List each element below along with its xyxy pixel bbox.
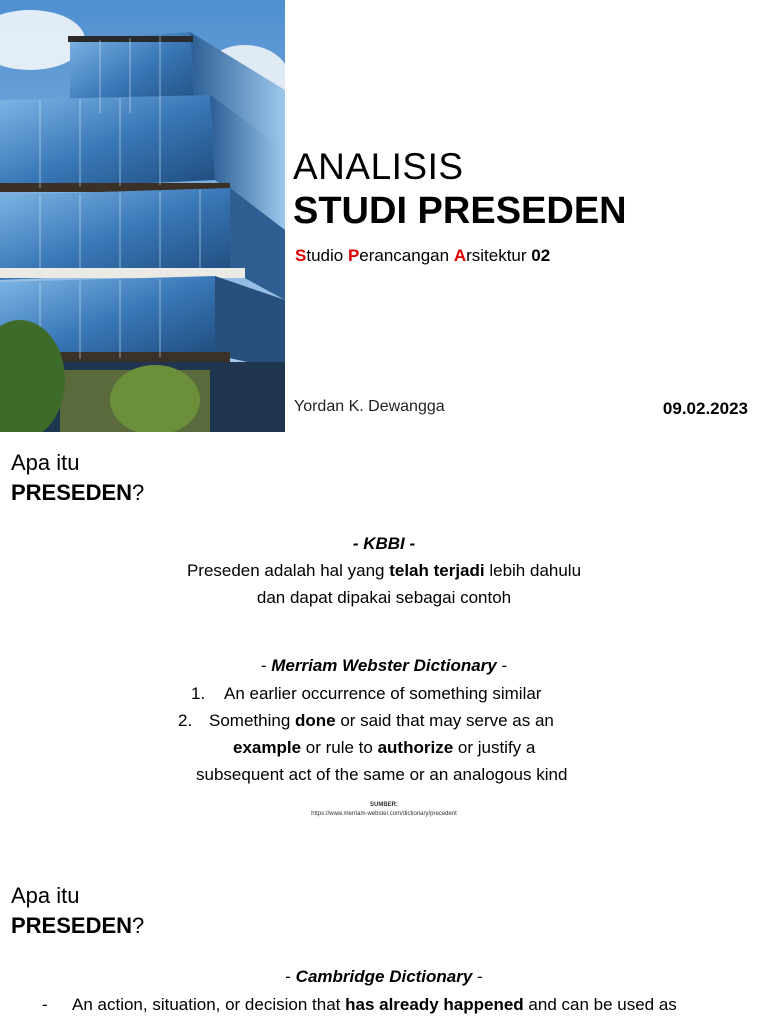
merriam-title: Merriam Webster Dictionary	[271, 656, 497, 675]
building-illustration	[0, 0, 285, 432]
text-bold: telah terjadi	[389, 561, 485, 580]
list-item: An earlier occurrence of something similar	[224, 684, 542, 703]
question-line2	[11, 913, 144, 939]
cambridge-slide	[0, 864, 768, 1024]
cover-author: Yordan K. Dewangga	[294, 398, 445, 415]
subtitle-part: tudio	[306, 246, 348, 265]
text-part: lebih dahulu	[484, 561, 582, 580]
kbbi-heading: - KBBI -	[352, 534, 416, 553]
list-item-cont: subsequent act of the same or an analogous kind	[196, 765, 568, 784]
cambridge-item	[72, 995, 677, 1015]
cover-date: 09.02.2023	[662, 399, 748, 418]
text-bold: example	[233, 738, 302, 757]
text-part: An action, situation, or decision that	[72, 995, 346, 1014]
bullet: -	[42, 995, 48, 1014]
dash: -	[285, 967, 296, 986]
question-word: PRESEDEN	[11, 913, 133, 938]
subtitle-letter-s: S	[295, 246, 307, 265]
subtitle-part: erancangan	[359, 246, 454, 265]
list-number: 2.	[178, 711, 193, 730]
list-item	[209, 711, 554, 731]
cambridge-title: Cambridge Dictionary	[295, 967, 473, 986]
list-item-cont	[233, 738, 535, 758]
merriam-heading	[0, 656, 768, 676]
text-part: or justify a	[453, 738, 536, 757]
subtitle-number: 02	[531, 246, 551, 265]
dash: -	[496, 656, 508, 675]
source-label-text: SUMBER:	[370, 802, 398, 808]
text-part: Preseden adalah hal yang	[186, 561, 390, 580]
subtitle-letter-a: A	[453, 246, 467, 265]
cover-title-bold: STUDI PRESEDEN	[293, 190, 627, 232]
text-part: and can be used as	[523, 995, 677, 1014]
list-number: 1.	[191, 684, 206, 703]
question-line2	[11, 480, 144, 506]
question-mark: ?	[132, 913, 145, 938]
text-part: or rule to	[301, 738, 378, 757]
dash: -	[260, 656, 272, 675]
cover-title-light: ANALISIS	[293, 146, 464, 187]
question-line1: Apa itu	[11, 450, 80, 475]
text-bold: has already happened	[345, 995, 524, 1014]
cover-slide	[0, 0, 768, 432]
text-bold: authorize	[377, 738, 454, 757]
kbbi-line2: dan dapat dipakai sebagai contoh	[256, 588, 512, 607]
question-line1: Apa itu	[11, 883, 80, 908]
subtitle-part: rsitektur	[466, 246, 532, 265]
source-label	[0, 801, 768, 809]
definition-slide	[0, 432, 768, 864]
cambridge-heading	[0, 967, 768, 987]
text-part: or said that may serve as an	[335, 711, 554, 730]
subtitle-letter-p: P	[347, 246, 360, 265]
source-url: https://www.merriam-webster.com/dictionary/precedent	[311, 811, 457, 817]
kbbi-line1	[0, 561, 768, 581]
question-word: PRESEDEN	[11, 480, 133, 505]
cover-subtitle	[295, 246, 550, 266]
dash: -	[472, 967, 483, 986]
building-photo	[0, 0, 285, 432]
text-part: Something	[209, 711, 295, 730]
text-bold: done	[295, 711, 336, 730]
question-mark: ?	[132, 480, 145, 505]
